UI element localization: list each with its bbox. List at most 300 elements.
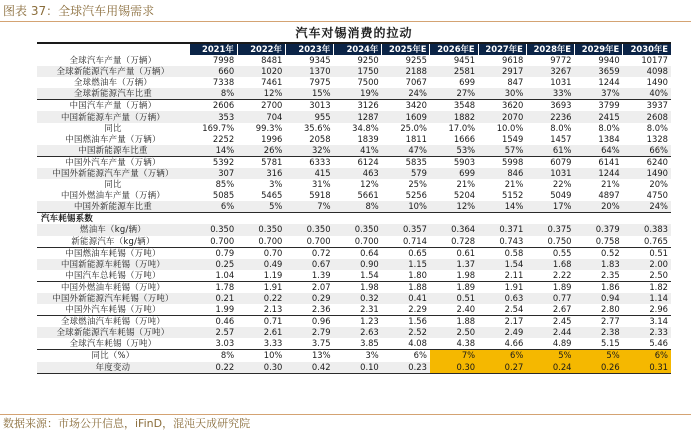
section-header-row <box>37 213 671 225</box>
table-cell: 1031 <box>526 168 574 179</box>
row-label: 全球燃油车（万辆） <box>73 77 153 88</box>
table-cell: 2.50 <box>430 327 478 338</box>
table-cell: 5204 <box>453 190 476 201</box>
row-label: 中国新能源车产量（万辆） <box>37 111 189 122</box>
table-cell: 8% <box>334 201 382 213</box>
table-cell: 2.00 <box>623 259 671 270</box>
column-header: 2029年E <box>575 44 623 55</box>
table-cell: 25.0% <box>400 122 427 133</box>
table-row <box>37 168 671 179</box>
table-cell: 12% <box>360 179 379 190</box>
table-cell: 0.22 <box>189 362 237 374</box>
table-cell: 21% <box>456 179 476 190</box>
table-cell: 7338 <box>212 77 235 88</box>
table-cell: 0.63 <box>478 293 526 304</box>
table-cell: 1609 <box>382 111 430 122</box>
table-cell: 3013 <box>285 100 333 112</box>
table-cell: 2.54 <box>504 304 524 315</box>
column-header: 2028年E <box>526 44 574 55</box>
table-cell: 699 <box>430 168 478 179</box>
table-cell: 6333 <box>285 156 333 168</box>
table-cell: 0.94 <box>575 293 623 304</box>
table-cell: 3% <box>269 179 283 190</box>
table-cell: 2.67 <box>552 304 572 315</box>
table-cell: 10177 <box>641 55 668 66</box>
table-cell: 2.49 <box>478 327 526 338</box>
table-cell: 1244 <box>598 77 620 88</box>
table-cell: 9451 <box>453 55 476 66</box>
table-cell: 3.03 <box>215 338 235 349</box>
table-cell: 9940 <box>598 55 620 66</box>
table-cell: 0.96 <box>285 316 333 328</box>
table-cell: 34.8% <box>352 122 379 133</box>
table-cell <box>623 213 671 225</box>
table-cell: 2.07 <box>285 281 333 293</box>
table-row <box>37 270 671 282</box>
table-cell: 7% <box>285 201 333 213</box>
column-header: 2021年 <box>189 44 237 55</box>
table-cell: 2.22 <box>552 269 572 280</box>
table-cell: 3126 <box>334 100 382 112</box>
table-cell: 3.85 <box>360 338 379 349</box>
table-cell: 1.88 <box>430 316 478 328</box>
table-cell: 0.700 <box>354 235 379 246</box>
table-cell: 0.29 <box>285 293 333 304</box>
table-cell: 2.31 <box>360 304 379 315</box>
table-cell: 1490 <box>646 77 668 88</box>
table-cell: 5256 <box>405 190 427 201</box>
table-cell: 0.71 <box>237 316 285 328</box>
table-row <box>37 77 671 88</box>
highlighted-cell: 0.30 <box>430 362 478 374</box>
table-cell: 9772 <box>550 55 572 66</box>
table-cell: 2.36 <box>311 304 331 315</box>
table-cell: 2.17 <box>478 316 526 328</box>
table-cell: 1811 <box>405 133 427 144</box>
table-cell: 1.14 <box>623 293 671 304</box>
table-row <box>37 88 671 100</box>
table-cell: 2.79 <box>285 327 333 338</box>
table-cell: 8% <box>189 88 237 100</box>
table-cell: 0.61 <box>430 247 478 259</box>
table-title: 汽车对锡消费的拉动 <box>295 26 413 40</box>
table-cell: 12% <box>430 201 478 213</box>
table-cell: 0.67 <box>285 259 333 270</box>
source-divider <box>0 414 691 415</box>
row-label: 全球燃油汽车耗锡（万吨） <box>37 316 189 328</box>
table-cell: 6124 <box>334 156 382 168</box>
table-row <box>37 281 671 293</box>
row-label: 中国外新能源车比重 <box>37 201 189 213</box>
table-cell: 955 <box>285 111 333 122</box>
table-cell: 2.80 <box>601 304 620 315</box>
table-cell: 4750 <box>646 190 668 201</box>
table-cell: 8.0% <box>646 122 668 133</box>
table-cell: 463 <box>334 168 382 179</box>
table-body <box>37 55 671 373</box>
table-cell: 1.99 <box>215 304 235 315</box>
table-cell: 8% <box>189 350 237 362</box>
table-cell: 0.52 <box>575 247 623 259</box>
row-label: 中国汽车产量（万辆） <box>37 100 189 112</box>
data-table-container <box>37 24 671 374</box>
table-row <box>37 190 671 201</box>
table-cell: 1.89 <box>526 281 574 293</box>
table-cell: 6240 <box>623 156 671 168</box>
table-cell: 2.11 <box>504 269 524 280</box>
table-cell: 2606 <box>189 100 237 112</box>
table-cell: 699 <box>459 77 476 88</box>
table-cell: 3659 <box>575 66 623 77</box>
row-label: 年度变动 <box>37 362 189 374</box>
table-cell: 21% <box>504 179 524 190</box>
table-cell: 0.90 <box>334 259 382 270</box>
table-cell: 1549 <box>502 133 524 144</box>
table-header-row <box>37 44 671 55</box>
table-cell: 660 <box>189 66 237 77</box>
table-row <box>37 224 671 235</box>
table-cell: 0.42 <box>285 362 333 374</box>
row-label: 中国新能源车比重 <box>37 145 189 157</box>
table-cell: 4.08 <box>408 338 427 349</box>
table-row <box>37 134 671 145</box>
table-cell: 35.6% <box>303 122 331 133</box>
table-cell: 2188 <box>382 66 430 77</box>
table-row <box>37 316 671 328</box>
table-row <box>37 293 671 304</box>
table-cell: 2581 <box>430 66 478 77</box>
row-label: 同比 <box>104 122 122 133</box>
table-cell: 1.82 <box>623 281 671 293</box>
table-cell <box>478 213 526 225</box>
row-label: 中国新能源车耗锡（万吨） <box>37 259 189 270</box>
table-cell: 5661 <box>357 190 379 201</box>
row-label: 全球新能源汽车比重 <box>37 88 189 100</box>
table-cell: 26% <box>237 145 285 157</box>
row-label: 同比 <box>104 179 122 190</box>
table-cell: 9255 <box>405 55 427 66</box>
table-cell: 47% <box>382 145 430 157</box>
table-cell: 1384 <box>598 133 620 144</box>
table-cell: 0.70 <box>237 247 285 259</box>
table-cell: 2.35 <box>601 269 620 280</box>
table-cell: 3937 <box>623 100 671 112</box>
table-cell: 0.371 <box>478 224 526 235</box>
table-cell: 32% <box>285 145 333 157</box>
table-cell: 1.98 <box>334 281 382 293</box>
highlighted-cell: 6% <box>623 350 671 362</box>
table-cell: 66% <box>623 145 671 157</box>
table-cell: 0.25 <box>189 259 237 270</box>
column-header: 2026年E <box>430 44 478 55</box>
table-cell: 41% <box>334 145 382 157</box>
table-cell: 5.15 <box>601 338 620 349</box>
table-cell: 33% <box>526 88 574 100</box>
table-cell: 0.79 <box>189 247 237 259</box>
table-cell: 0.364 <box>430 224 478 235</box>
table-cell: 1.54 <box>360 269 379 280</box>
row-label: 新能源汽车（kg/辆） <box>71 235 155 246</box>
table-cell: 3% <box>334 350 382 362</box>
table-row <box>37 304 671 316</box>
highlighted-cell: 7% <box>430 350 478 362</box>
table-cell: 0.22 <box>237 293 285 304</box>
table-row <box>37 350 671 362</box>
table-cell: 0.350 <box>189 224 237 235</box>
table-cell: 1.83 <box>575 259 623 270</box>
table-cell: 5835 <box>382 156 430 168</box>
header-corner <box>37 44 189 55</box>
table-cell: 15% <box>285 88 333 100</box>
table-cell: 0.65 <box>382 247 430 259</box>
table-cell: 5085 <box>212 190 235 201</box>
row-label: 同比（%） <box>37 350 189 362</box>
table-cell <box>575 213 623 225</box>
table-cell: 0.357 <box>382 224 430 235</box>
caption-divider <box>0 21 691 22</box>
table-cell: 1839 <box>357 133 379 144</box>
table-cell: 2058 <box>309 133 331 144</box>
table-row <box>37 201 671 213</box>
table-cell: 31% <box>311 179 331 190</box>
table-cell: 2.33 <box>623 327 671 338</box>
table-cell: 0.46 <box>189 316 237 328</box>
table-cell: 8481 <box>261 55 283 66</box>
table-cell: 2.52 <box>382 327 430 338</box>
table-cell: 0.10 <box>334 362 382 374</box>
table-cell: 8.0% <box>550 122 572 133</box>
table-cell <box>237 213 285 225</box>
table-cell: 2.57 <box>189 327 237 338</box>
table-cell: 2608 <box>623 111 671 122</box>
table-cell: 2.29 <box>408 304 427 315</box>
table-cell: 6141 <box>575 156 623 168</box>
table-row <box>37 362 671 374</box>
table-cell: 316 <box>237 168 285 179</box>
table-cell: 3420 <box>382 100 430 112</box>
table-cell: 6% <box>382 350 430 362</box>
table-cell: 0.758 <box>595 235 620 246</box>
row-label: 中国外汽车产量（万辆） <box>37 156 189 168</box>
highlighted-cell: 0.26 <box>575 362 623 374</box>
table-cell: 0.700 <box>258 235 283 246</box>
table-cell: 5465 <box>261 190 283 201</box>
table-cell: 1370 <box>285 66 333 77</box>
table-cell: 2.77 <box>575 316 623 328</box>
table-cell: 10.0% <box>496 122 524 133</box>
table-cell: 10% <box>237 350 285 362</box>
table-cell: 7461 <box>261 77 283 88</box>
table-cell: 24% <box>382 88 430 100</box>
table-row <box>37 327 671 338</box>
table-cell: 3548 <box>430 100 478 112</box>
table-cell: 0.55 <box>526 247 574 259</box>
column-header: 2030年E <box>623 44 671 55</box>
table-cell: 2236 <box>526 111 574 122</box>
table-cell: 0.41 <box>382 293 430 304</box>
source-note: 数据来源：市场公开信息，iFinD，混沌天成研究院 <box>3 417 251 430</box>
highlighted-cell: 0.27 <box>478 362 526 374</box>
table-cell: 415 <box>285 168 333 179</box>
table-cell: 1.68 <box>526 259 574 270</box>
table-row <box>37 247 671 259</box>
table-cell: 0.51 <box>623 247 671 259</box>
table-cell: 10% <box>382 201 430 213</box>
table-cell: 2.45 <box>526 316 574 328</box>
table-cell: 1.80 <box>408 269 427 280</box>
table-row <box>37 156 671 168</box>
table-cell: 1.23 <box>334 316 382 328</box>
table-row <box>37 111 671 122</box>
table-cell: 5152 <box>502 190 524 201</box>
table-cell: 0.728 <box>451 235 476 246</box>
row-label: 中国燃油车耗锡（万吨） <box>37 247 189 259</box>
table-cell: 846 <box>478 168 526 179</box>
table-cell: 1.37 <box>430 259 478 270</box>
table-cell: 8.0% <box>598 122 620 133</box>
table-row <box>37 100 671 112</box>
table-cell: 0.350 <box>237 224 285 235</box>
table-cell: 4897 <box>598 190 620 201</box>
table-cell: 0.77 <box>526 293 574 304</box>
table-cell: 1.56 <box>382 316 430 328</box>
row-label: 中国汽车总耗锡（万吨） <box>65 269 161 280</box>
table-cell: 4.89 <box>552 338 572 349</box>
table-cell: 4098 <box>623 66 671 77</box>
highlighted-cell: 6% <box>478 350 526 362</box>
table-row <box>37 236 671 248</box>
table-cell: 0.32 <box>334 293 382 304</box>
table-cell: 3267 <box>526 66 574 77</box>
table-cell: 1.91 <box>478 281 526 293</box>
table-cell: 64% <box>575 145 623 157</box>
table-cell: 57% <box>478 145 526 157</box>
table-cell: 2070 <box>478 111 526 122</box>
table-cell: 7067 <box>405 77 427 88</box>
highlighted-cell: 0.31 <box>623 362 671 374</box>
table-cell: 0.379 <box>575 224 623 235</box>
table-cell: 9618 <box>502 55 524 66</box>
table-cell: 27% <box>430 88 478 100</box>
table-cell: 5998 <box>478 156 526 168</box>
table-cell: 5392 <box>189 156 237 168</box>
table-cell: 0.51 <box>430 293 478 304</box>
table-cell: 1328 <box>646 133 668 144</box>
table-cell: 4.38 <box>456 338 476 349</box>
table-cell: 9345 <box>309 55 331 66</box>
table-cell: 17.0% <box>448 122 476 133</box>
table-cell: 2415 <box>575 111 623 122</box>
table-cell: 1020 <box>237 66 285 77</box>
table-cell <box>430 213 478 225</box>
table-cell: 53% <box>430 145 478 157</box>
table-cell: 0.765 <box>644 235 668 246</box>
table-cell: 2917 <box>478 66 526 77</box>
table-cell: 25% <box>408 179 427 190</box>
table-cell: 847 <box>507 77 524 88</box>
table-row <box>37 123 671 134</box>
table-cell: 5781 <box>237 156 285 168</box>
table-row <box>37 55 671 66</box>
row-label: 全球汽车耗锡（万吨） <box>69 338 157 349</box>
table-cell: 1882 <box>430 111 478 122</box>
row-label: 燃油车（kg/辆） <box>37 224 189 235</box>
figure-title: 图表 37：全球汽车用锡需求 <box>3 4 155 18</box>
table-cell: 5049 <box>550 190 572 201</box>
table-row <box>37 66 671 77</box>
highlighted-cell: 5% <box>526 350 574 362</box>
column-header: 2023年 <box>285 44 333 55</box>
table-cell: 7998 <box>212 55 235 66</box>
table-cell: 0.700 <box>306 235 331 246</box>
table-cell: 1996 <box>261 133 283 144</box>
table-cell: 1.91 <box>237 281 285 293</box>
table-cell: 579 <box>382 168 430 179</box>
row-label: 中国外燃油车耗锡（万吨） <box>37 281 189 293</box>
row-label: 中国外新能源汽车耗锡（万吨） <box>37 293 189 304</box>
table-cell: 0.58 <box>478 247 526 259</box>
table-cell <box>189 213 237 225</box>
table-cell: 2.96 <box>649 304 668 315</box>
table-cell: 9250 <box>357 55 379 66</box>
tin-demand-table <box>37 44 671 374</box>
table-cell: 61% <box>526 145 574 157</box>
row-label: 全球汽车产量（万辆） <box>69 55 157 66</box>
table-cell: 6% <box>189 201 237 213</box>
table-cell: 3.33 <box>263 338 283 349</box>
table-cell: 19% <box>334 88 382 100</box>
row-label: 全球新能源汽车产量（万辆） <box>37 66 189 77</box>
column-header: 2022年 <box>237 44 285 55</box>
table-cell: 1.78 <box>189 281 237 293</box>
table-cell: 307 <box>189 168 237 179</box>
table-cell: 20% <box>649 179 668 190</box>
table-cell: 17% <box>526 201 574 213</box>
row-label: 中国外汽车耗锡（万吨） <box>65 304 161 315</box>
table-cell: 1.19 <box>263 269 283 280</box>
table-cell: 0.375 <box>526 224 574 235</box>
highlighted-cell: 5% <box>575 350 623 362</box>
table-cell <box>382 213 430 225</box>
row-label: 中国外燃油车产量（万辆） <box>60 190 166 201</box>
table-cell: 0.714 <box>402 235 427 246</box>
table-cell: 24% <box>623 201 671 213</box>
table-cell: 1.86 <box>575 281 623 293</box>
row-label: 中国外新能源汽车产量（万辆） <box>37 168 189 179</box>
table-cell: 99.3% <box>255 122 283 133</box>
table-cell: 2.44 <box>526 327 574 338</box>
table-cell: 30% <box>478 88 526 100</box>
table-cell: 169.7% <box>202 122 235 133</box>
table-cell: 21% <box>601 179 620 190</box>
table-cell: 2.13 <box>263 304 283 315</box>
table-cell: 1750 <box>334 66 382 77</box>
table-row <box>37 179 671 190</box>
table-cell: 0.743 <box>499 235 524 246</box>
table-cell: 5918 <box>309 190 331 201</box>
table-cell: 2.61 <box>237 327 285 338</box>
table-cell: 1287 <box>334 111 382 122</box>
table-cell: 85% <box>215 179 235 190</box>
table-cell: 5% <box>237 201 285 213</box>
table-cell: 0.23 <box>382 362 430 374</box>
column-header: 2024年 <box>334 44 382 55</box>
table-cell: 1.04 <box>215 269 235 280</box>
table-cell: 20% <box>575 201 623 213</box>
table-cell: 2.38 <box>575 327 623 338</box>
table-cell: 1.15 <box>382 259 430 270</box>
table-cell: 2700 <box>237 100 285 112</box>
